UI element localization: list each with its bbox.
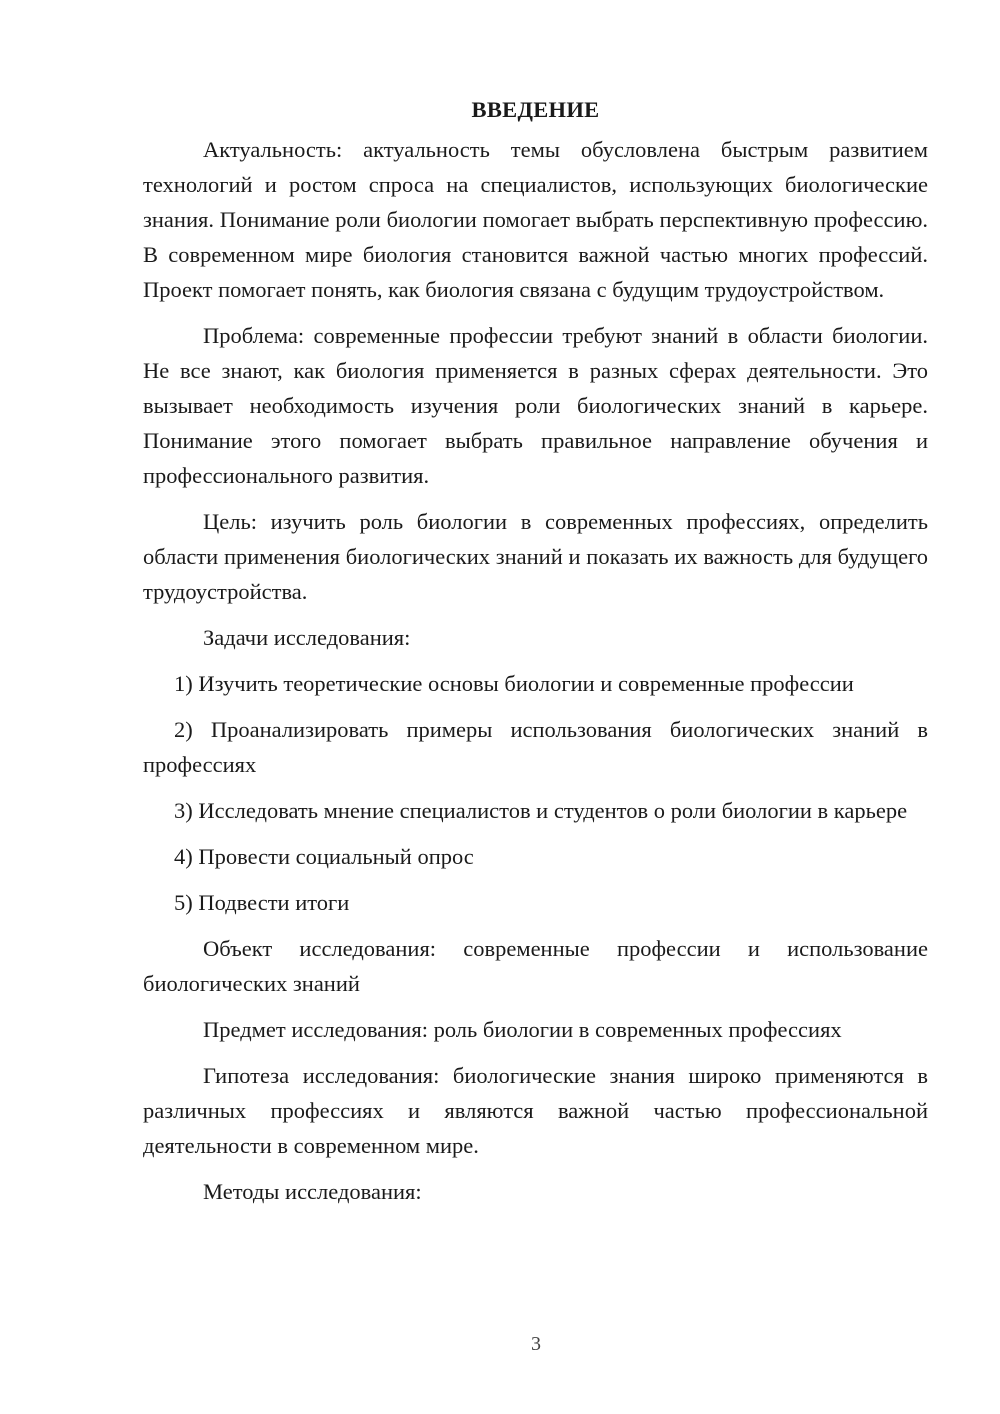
page-title: ВВЕДЕНИЕ xyxy=(471,97,600,122)
methods-heading: Методы исследования: xyxy=(203,1179,422,1204)
object-paragraph: Объект исследования: современные профессии и использование биологических знаний xyxy=(143,936,928,996)
relevance-paragraph: Актуальность: актуальность темы обусловлена быстрым развитием технологий и ростом спроса на специалистов, использующих биологические знания. Понимание роли биологии помогает выбрать перспективную профессию. В современном мире биология становится важной частью многих профессий. Проект помогает понять, как биология связана с будущим трудоустройством. xyxy=(143,137,928,302)
task-item-1: 1) Изучить теоретические основы биологии и современные профессии xyxy=(174,671,854,696)
task-item-2: 2) Проанализировать примеры использования биологических знаний в профессиях xyxy=(143,717,928,777)
task-item-5: 5) Подвести итоги xyxy=(174,890,350,915)
goal-paragraph: Цель: изучить роль биологии в современных профессиях, определить области применения биологических знаний и показать их важность для будущего трудоустройства. xyxy=(143,509,928,604)
task-item-3: 3) Исследовать мнение специалистов и студентов о роли биологии в карьере xyxy=(174,798,908,823)
task-item-4: 4) Провести социальный опрос xyxy=(174,844,474,869)
hypothesis-paragraph: Гипотеза исследования: биологические знания широко применяются в различных профессиях и являются важной частью профессиональной деятельности в современном мире. xyxy=(143,1063,928,1158)
subject-paragraph: Предмет исследования: роль биологии в современных профессиях xyxy=(203,1017,842,1042)
document-page xyxy=(143,92,928,1220)
page-number: 3 xyxy=(531,1333,541,1355)
tasks-heading: Задачи исследования: xyxy=(203,625,411,650)
problem-paragraph: Проблема: современные профессии требуют знаний в области биологии. Не все знают, как биология применяется в разных сферах деятельности. Это вызывает необходимость изучения роли биологических знаний в карьере. Понимание этого помогает выбрать правильное направление обучения и профессионального развития. xyxy=(143,323,928,488)
